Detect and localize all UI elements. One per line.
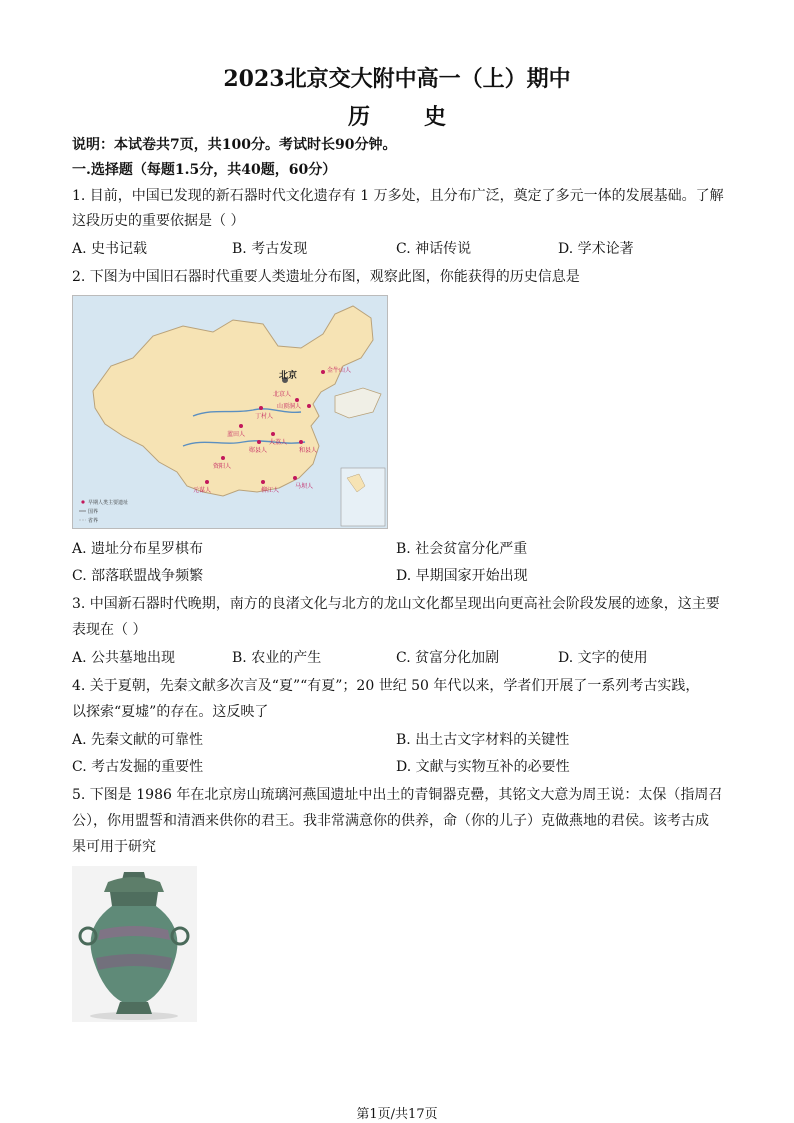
- legend-dot: [81, 500, 84, 503]
- site-label: 蓝田人: [227, 432, 246, 438]
- site-dot: [239, 424, 243, 428]
- q2-option-c: C. 部落联盟战争频繁: [72, 568, 204, 584]
- q1-line-2: 这段历史的重要依据是（ ）: [72, 213, 245, 229]
- q1-option-d: D. 学术论著: [558, 241, 634, 257]
- site-dot: [271, 432, 275, 436]
- legend-item: 早期人类主要遗址: [88, 500, 129, 506]
- site-dot: [299, 440, 303, 444]
- q3-option-a: A. 公共墓地出现: [72, 650, 176, 666]
- legend-item: 省界: [88, 518, 99, 524]
- q5-line-1: 5. 下图是 1986 年在北京房山琉璃河燕国遗址中出土的青铜器克罍，其铭文大意为周王说：太保（指周召: [72, 787, 723, 803]
- q4-line-1: 4. 关于夏朝，先秦文献多次言及“夏”“有夏”；20 世纪 50 年代以来，学者们开展了一系列考古实践，: [72, 678, 700, 694]
- site-dot: [295, 398, 299, 402]
- q4-option-b: B. 出土古文字材料的关键性: [396, 732, 570, 748]
- site-label: 和县人: [299, 448, 318, 454]
- site-dot: [293, 476, 297, 480]
- site-dot: [205, 480, 209, 484]
- site-label: 郧县人: [249, 448, 268, 454]
- inset-map: [341, 468, 385, 526]
- map-svg: [73, 296, 388, 529]
- subject-char-1: 历: [347, 104, 370, 130]
- site-dot: [259, 406, 263, 410]
- q1-option-c: C. 神话传说: [396, 241, 472, 257]
- q2-option-d: D. 早期国家开始出现: [396, 568, 528, 584]
- legend-item: 国界: [88, 509, 99, 515]
- q4-option-c: C. 考古发掘的重要性: [72, 759, 204, 775]
- site-label: 马坝人: [295, 484, 314, 490]
- site-label: 资阳人: [213, 464, 232, 470]
- q4-option-d: D. 文献与实物互补的必要性: [396, 759, 570, 775]
- q2-option-b: B. 社会贫富分化严重: [396, 541, 528, 557]
- instructions: 说明：本试卷共7页，共100分。考试时长90分钟。: [72, 137, 397, 153]
- foot: [116, 1002, 152, 1014]
- q2-line-1: 2. 下图为中国旧石器时代重要人类遗址分布图，观察此图，你能获得的历史信息是: [72, 269, 580, 285]
- china-map-figure: [72, 295, 388, 529]
- q3-line-2: 表现在（ ）: [72, 622, 147, 638]
- q2-option-a: A. 遗址分布星罗棋布: [72, 541, 204, 557]
- page-footer: 第1页/共17页: [356, 1107, 438, 1122]
- site-label: 山顶洞人: [277, 404, 302, 410]
- site-dot: [221, 456, 225, 460]
- q3-option-c: C. 贫富分化加剧: [396, 650, 500, 666]
- site-dot: [321, 370, 325, 374]
- site-label: 元谋人: [193, 488, 212, 494]
- subject-char-2: 史: [424, 104, 447, 130]
- q3-option-b: B. 农业的产生: [232, 650, 322, 666]
- site-label: 北京人: [273, 392, 292, 398]
- site-label: 柳江人: [261, 488, 280, 494]
- site-label: 大荔人: [269, 440, 288, 446]
- subject-title: [0, 100, 794, 131]
- site-dot: [307, 404, 311, 408]
- bronze-vessel-image: [72, 866, 197, 1022]
- exam-title: 2023北京交大附中高一（上）期中: [223, 66, 571, 92]
- site-label: 丁村人: [255, 414, 274, 420]
- q1-line-1: 1. 目前，中国已发现的新石器时代文化遗存有 1 万多处，且分布广泛，奠定了多元一体的发展基础。了解: [72, 188, 724, 204]
- q4-option-a: A. 先秦文献的可靠性: [72, 732, 204, 748]
- beijing-label: 北京: [279, 370, 298, 380]
- site-dot: [261, 480, 265, 484]
- q4-line-2: 以探索“夏墟”的存在。这反映了: [72, 704, 269, 720]
- site-dot: [257, 440, 261, 444]
- q5-line-3: 果可用于研究: [72, 839, 156, 855]
- site-label: 金牛山人: [327, 368, 352, 374]
- q1-option-b: B. 考古发现: [232, 241, 308, 257]
- q5-line-2: 公），你用盟誓和清酒来供你的君王。我非常满意你的供养，命（你的儿子）克做燕地的君侯。该考古成: [72, 813, 709, 829]
- neck: [110, 892, 158, 906]
- q1-option-a: A. 史书记载: [72, 241, 148, 257]
- q3-line-1: 3. 中国新石器时代晚期，南方的良渚文化与北方的龙山文化都呈现出向更高社会阶段发展的迹象，这主要: [72, 596, 720, 612]
- vessel-svg: [72, 866, 197, 1022]
- q3-option-d: D. 文字的使用: [558, 650, 648, 666]
- section-heading: 一.选择题（每题1.5分，共40题，60分）: [72, 162, 337, 178]
